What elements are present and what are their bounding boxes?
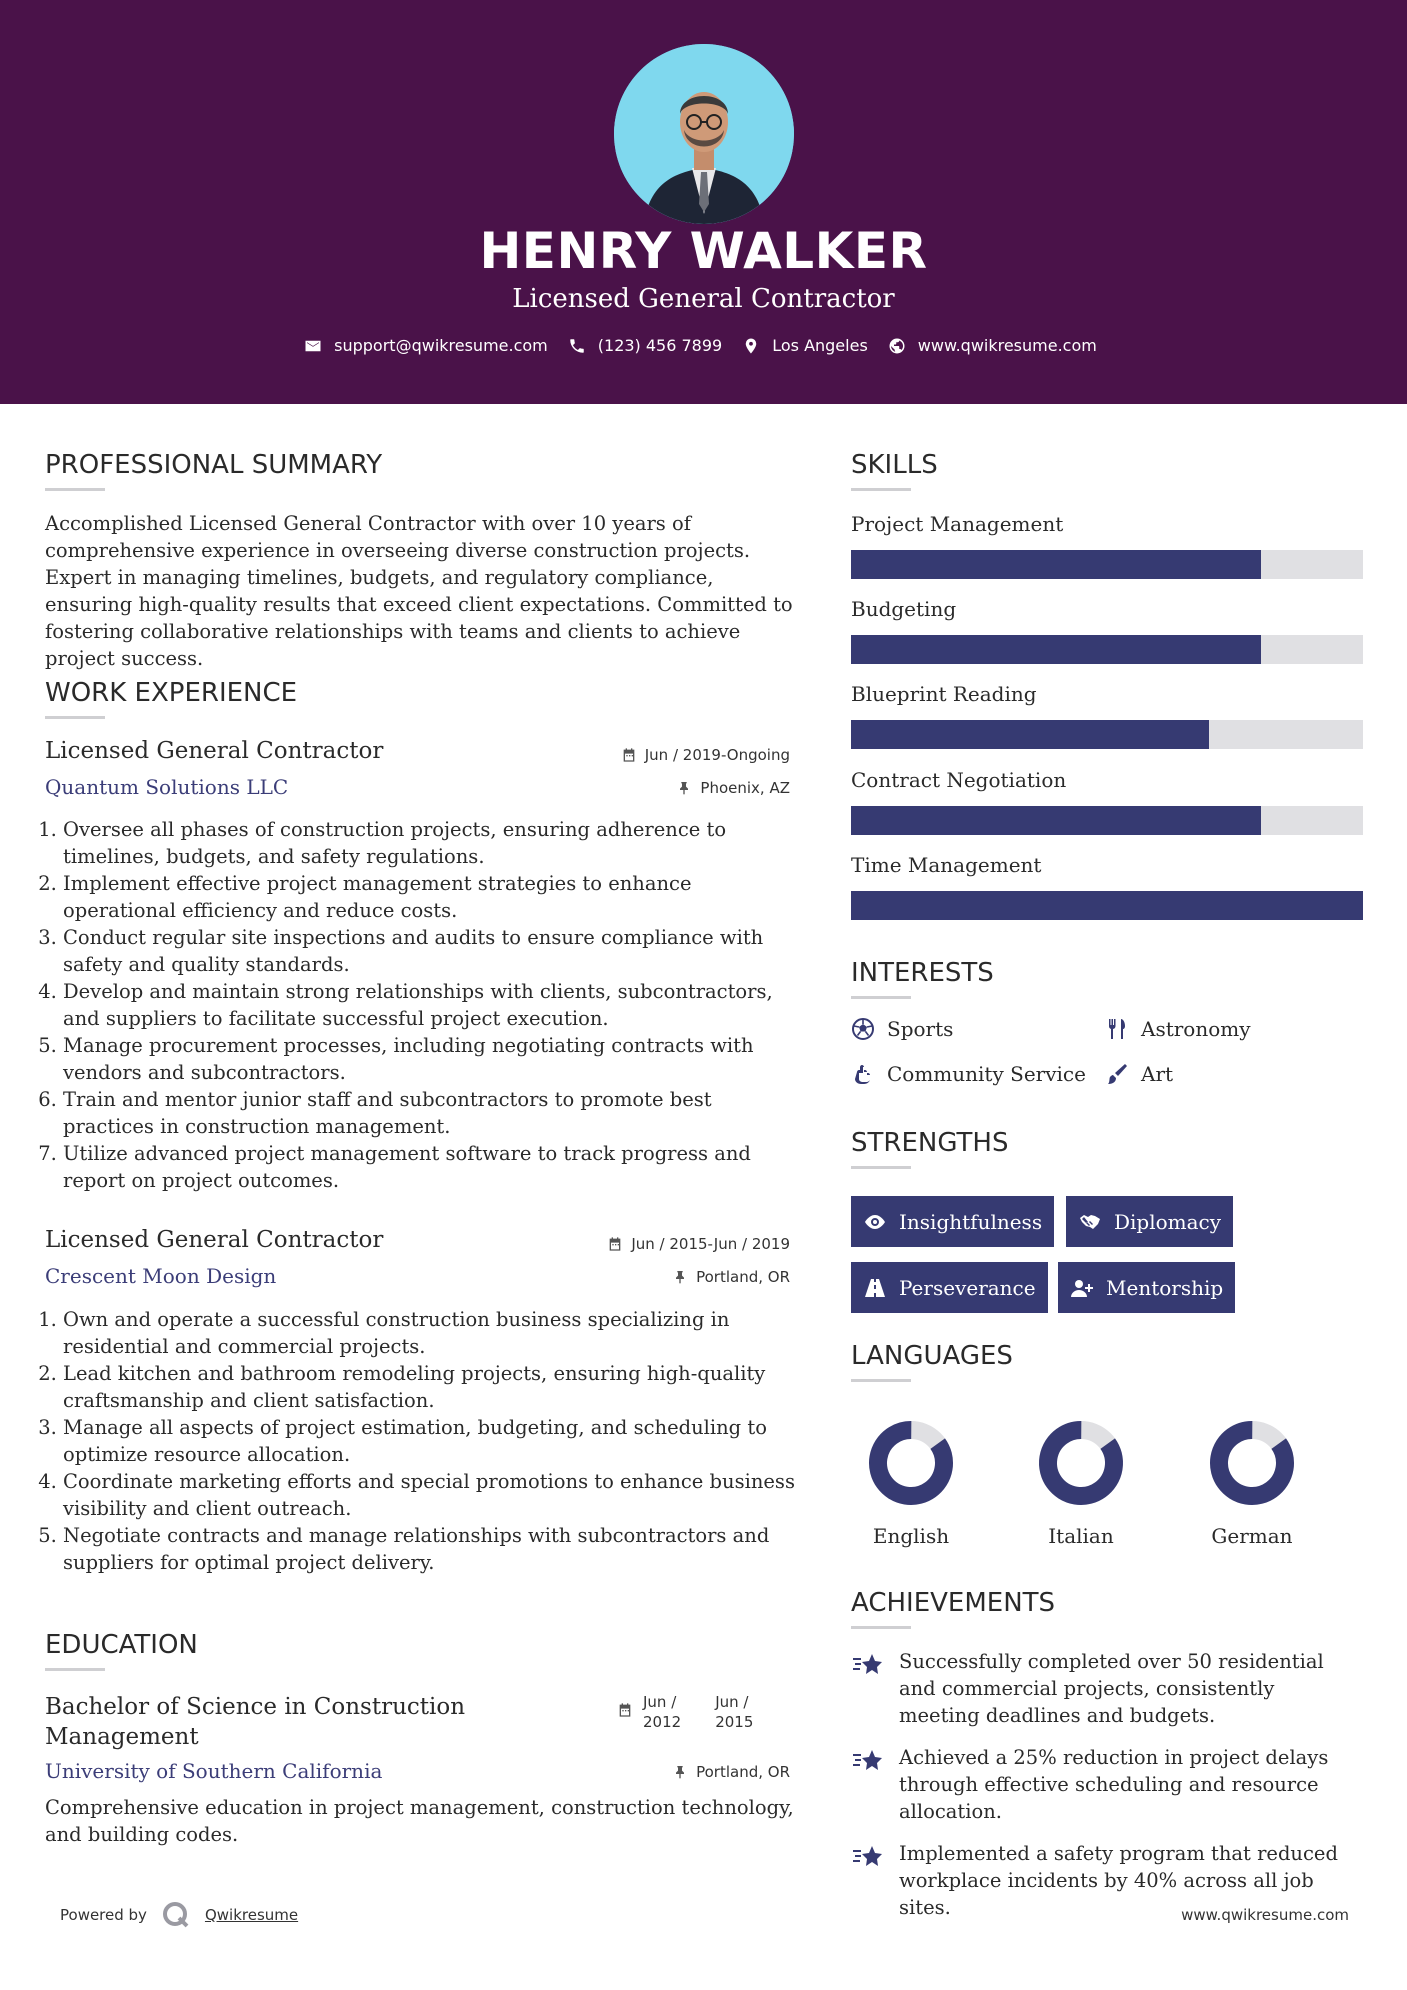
contact-location [742,336,868,355]
strengths-heading: STRENGTHS [851,1128,1009,1158]
skill-bar [851,891,1363,920]
paintbrush-icon [1105,1062,1129,1086]
pushpin-icon [672,1269,688,1285]
calendar-icon [621,747,637,763]
job-1-company: Quantum Solutions LLC [45,775,289,799]
job-1-date [621,746,790,764]
shooting-star-icon [851,1650,885,1680]
strength-badge-perseverance [851,1262,1048,1313]
job-2-location [672,1268,790,1286]
list-item: 2. Lead kitchen and bathroom remodeling projects, ensuring high-quality craftsmanship and client satisfaction. [63,1360,805,1414]
list-item: 2. Implement effective project management strategies to enhance operational efficiency and reduce costs. [63,870,805,924]
list-item: 1. Oversee all phases of construction projects, ensuring adherence to timelines, budgets, and safety regulations. [63,816,805,870]
list-item: 7. Utilize advanced project management software to track progress and report on project outcomes. [63,1140,805,1194]
interest-label: Community Service [887,1062,1086,1086]
language-donut [1207,1418,1297,1508]
envelope-icon [304,337,322,355]
education-end-year: 2015 [715,1713,754,1731]
interests-divider [851,996,911,999]
shooting-star-icon [851,1746,885,1776]
utensils-icon [1105,1017,1129,1041]
education-start [643,1692,681,1732]
degree-title [45,1692,465,1752]
globe-icon [888,337,906,355]
calendar-icon [617,1702,633,1718]
strength-badge-diplomacy [1066,1196,1233,1247]
language-german [1192,1418,1312,1548]
skill-bar [851,550,1363,579]
interest-sports [851,1017,953,1041]
skill-bar-fill [851,720,1209,749]
job-2-responsibilities [43,1306,805,1576]
education-location-text: Portland, OR [696,1763,790,1781]
education-heading: EDUCATION [45,1630,198,1660]
strength-label: Insightfulness [899,1209,1043,1234]
handshake-icon [1078,1210,1102,1234]
list-item: 4. Develop and maintain strong relationships with clients, subcontractors, and suppliers to facilitate successful project execution. [63,978,805,1032]
job-1-location [676,779,790,797]
education-date [617,1692,753,1732]
interest-astronomy [1105,1017,1251,1041]
footer-website[interactable]: www.qwikresume.com [1181,1906,1349,1924]
pushpin-icon [676,780,692,796]
calendar-icon [607,1236,623,1252]
person-silhouette-icon [614,44,794,224]
strength-label: Perseverance [899,1275,1036,1300]
job-1-date-text: Jun / 2019-Ongoing [644,746,790,764]
candidate-name: HENRY WALKER [479,222,928,280]
strength-label: Mentorship [1106,1275,1224,1300]
list-item: 3. Manage all aspects of project estimation, budgeting, and scheduling to optimize resource allocation. [63,1414,805,1468]
resume-header [0,0,1407,404]
language-donut [866,1418,956,1508]
achievements-heading: ACHIEVEMENTS [851,1588,1056,1618]
job-2-date [607,1235,790,1253]
language-label: English [872,1524,950,1548]
soccer-ball-icon [851,1017,875,1041]
interests-heading: INTERESTS [851,958,994,988]
skill-label: Budgeting [851,597,957,621]
job-2-company: Crescent Moon Design [45,1264,277,1288]
list-item: 6. Train and mentor junior staff and subcontractors to promote best practices in construction management. [63,1086,805,1140]
website-text: www.qwikresume.com [917,336,1097,355]
language-italian [1021,1418,1141,1548]
map-pin-icon [742,337,760,355]
interest-label: Art [1141,1062,1174,1086]
experience-heading: WORK EXPERIENCE [45,678,298,708]
shooting-star-icon [851,1842,885,1872]
education-end [715,1692,753,1732]
experience-divider [45,716,105,719]
phone-text: (123) 456 7899 [597,336,723,355]
skill-bar [851,635,1363,664]
list-item: 1. Own and operate a successful construction business specializing in residential and commercial projects. [63,1306,805,1360]
education-start-month: Jun / [643,1693,677,1711]
degree-line-1: Bachelor of Science in Construction [45,1694,466,1720]
qwikresume-link[interactable]: Qwikresume [204,1906,299,1924]
job-1-responsibilities [43,816,805,1194]
skill-label: Blueprint Reading [851,682,1037,706]
achievement-item [851,1648,1359,1729]
achievement-text: Successfully completed over 50 residential and commercial projects, consistently meeting deadlines and budgets. [899,1650,1324,1727]
contact-phone[interactable] [568,336,722,355]
languages-divider [851,1379,911,1382]
skills-heading: SKILLS [851,450,938,480]
email-text: support@qwikresume.com [334,336,548,355]
education-description: Comprehensive education in project management, construction technology, and building codes. [45,1796,794,1846]
school-name: University of Southern California [45,1759,383,1783]
eye-icon [863,1210,887,1234]
donut-fill [1207,1418,1297,1508]
interest-label: Sports [887,1017,954,1041]
qwikresume-logo-icon [161,1900,191,1930]
profile-photo [614,44,794,224]
language-label: Italian [1048,1524,1114,1548]
strength-label: Diplomacy [1114,1209,1222,1234]
job-2-date-text: Jun / 2015-Jun / 2019 [631,1235,790,1253]
language-label: German [1211,1524,1293,1548]
achievements-divider [851,1626,911,1629]
achievement-text: Implemented a safety program that reduced workplace incidents by 40% across all job sites. [899,1842,1338,1919]
candidate-title: Licensed General Contractor [512,284,895,314]
skill-bar [851,720,1363,749]
donut-fill [1036,1418,1126,1508]
phone-icon [568,337,586,355]
footer-powered-by [60,1900,298,1930]
skill-bar-fill [851,806,1261,835]
list-item: 4. Coordinate marketing efforts and special promotions to enhance business visibility and client outreach. [63,1468,805,1522]
skill-label: Contract Negotiation [851,768,1067,792]
education-start-year: 2012 [643,1713,682,1731]
location-text: Los Angeles [772,336,868,355]
skill-bar [851,806,1363,835]
interest-label: Astronomy [1141,1017,1251,1041]
contact-bar [0,336,1407,355]
skill-bar-fill [851,891,1363,920]
job-2-location-text: Portland, OR [696,1268,790,1286]
pushpin-icon [672,1764,688,1780]
contact-website[interactable] [888,336,1097,355]
powered-by-text: Powered by [60,1906,147,1924]
skill-label: Time Management [851,853,1042,877]
user-plus-icon [1070,1276,1094,1300]
language-donut [1036,1418,1126,1508]
hand-icon [851,1062,875,1086]
job-1-location-text: Phoenix, AZ [700,779,790,797]
skill-label: Project Management [851,512,1064,536]
list-item: 5. Manage procurement processes, including negotiating contracts with vendors and subcontractors. [63,1032,805,1086]
road-icon [863,1276,887,1300]
list-item: 3. Conduct regular site inspections and audits to ensure compliance with safety and quality standards. [63,924,805,978]
language-english [851,1418,971,1548]
achievement-item [851,1744,1359,1825]
education-divider [45,1668,105,1671]
skill-bar-fill [851,635,1261,664]
strength-badge-insightfulness [851,1196,1054,1247]
strengths-divider [851,1166,911,1169]
list-item: 5. Negotiate contracts and manage relationships with subcontractors and suppliers for optimal project delivery. [63,1522,805,1576]
skills-divider [851,488,911,491]
strength-badge-mentorship [1058,1262,1235,1313]
degree-line-2: Management [45,1724,199,1750]
job-2-title: Licensed General Contractor [45,1227,384,1253]
languages-heading: LANGUAGES [851,1341,1013,1371]
interest-art [1105,1062,1173,1086]
achievement-text: Achieved a 25% reduction in project delays through effective scheduling and resource allocation. [899,1746,1329,1823]
summary-text: Accomplished Licensed General Contractor with over 10 years of comprehensive experience in overseeing diverse construction projects. Expert in managing timelines, budgets, and regulatory compliance, ensuring high-quality results that exceed client expectations. Committed to fostering collaborative relationships with teams and clients to achieve project success. [45,512,793,670]
interest-community-service [851,1062,1086,1086]
contact-email[interactable] [304,336,548,355]
education-location [672,1763,790,1781]
job-1-title: Licensed General Contractor [45,738,384,764]
summary-divider [45,488,105,491]
education-end-month: Jun / [715,1693,749,1711]
donut-fill [866,1418,956,1508]
summary-heading: PROFESSIONAL SUMMARY [45,450,383,480]
skill-bar-fill [851,550,1261,579]
